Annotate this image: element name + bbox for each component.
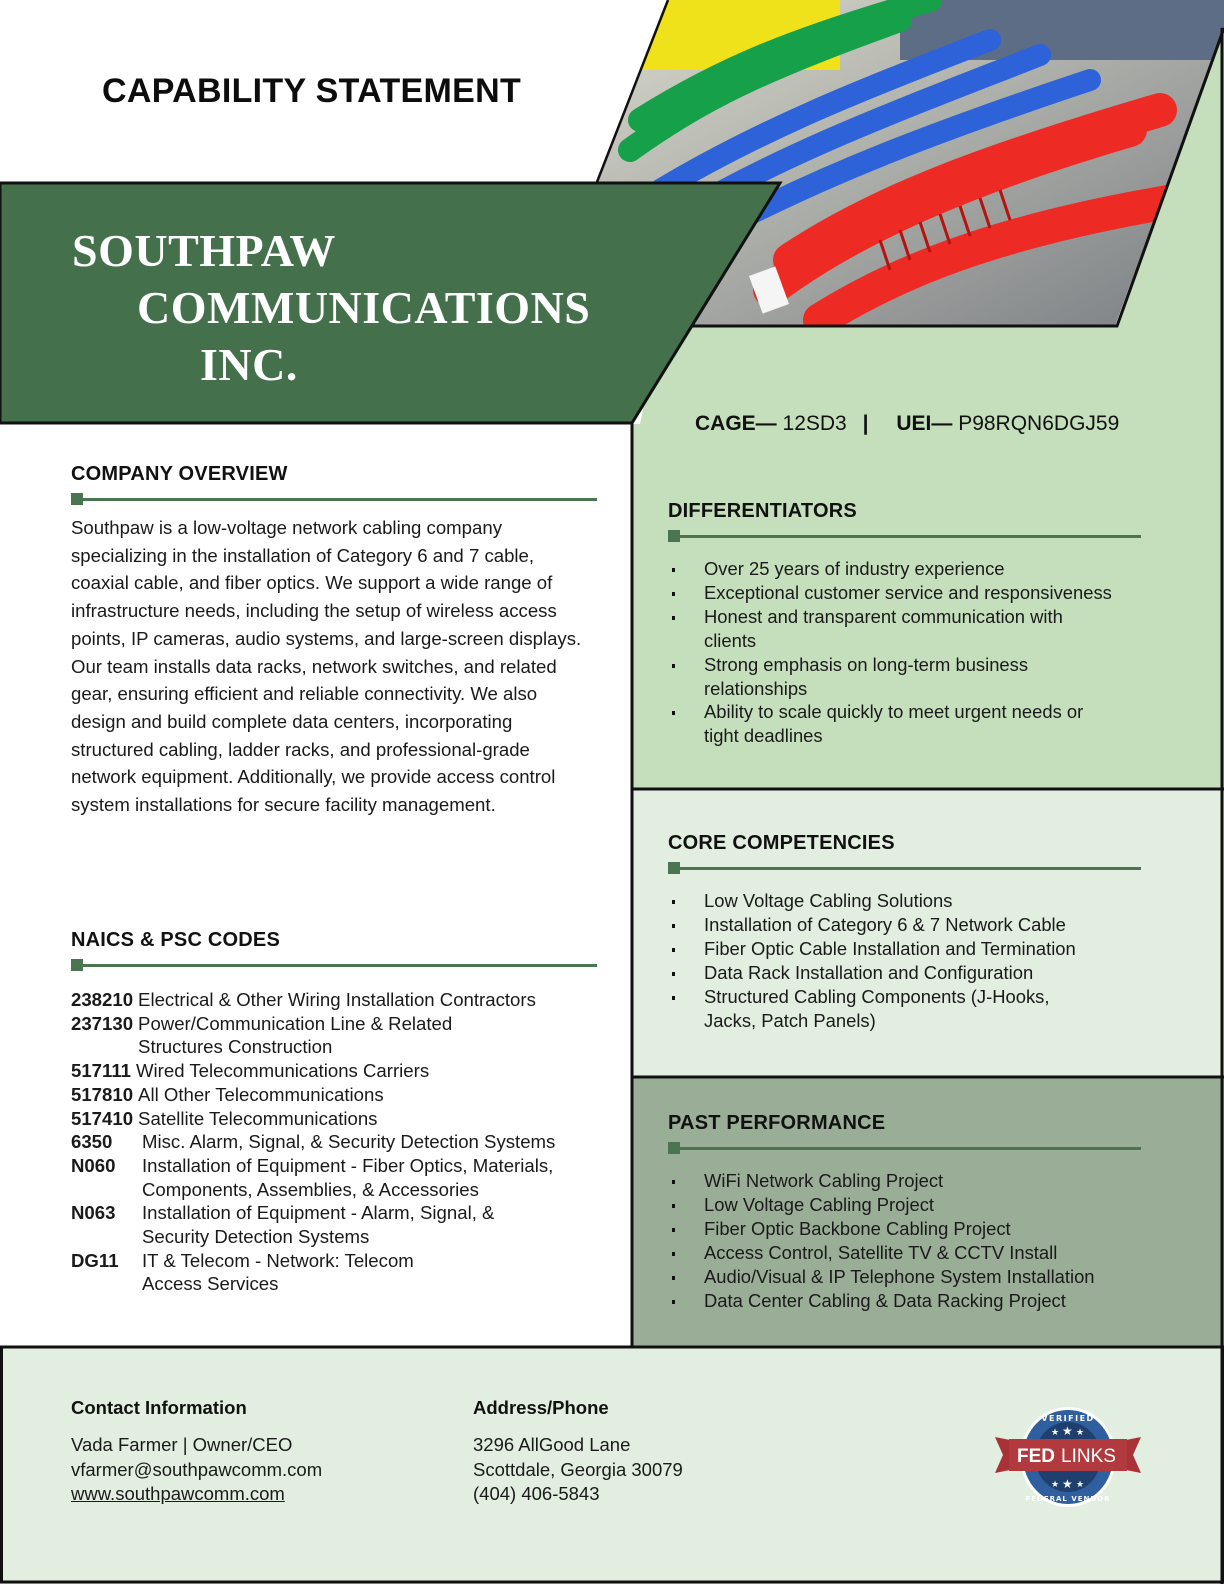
svg-text:LINKS: LINKS [1061, 1446, 1116, 1467]
svg-text:VERIFIED: VERIFIED [1041, 1414, 1095, 1423]
company-name-line2: COMMUNICATIONS [137, 282, 591, 333]
cage-label: CAGE— [695, 412, 777, 435]
code-row: 517410 Satellite Telecommunications [71, 1107, 378, 1129]
company-overview-section [71, 463, 597, 819]
past-performance-section [668, 1112, 1141, 1312]
address-phone-block [473, 1397, 683, 1507]
overview-paragraph-1: Southpaw is a low-voltage network cabling company specializing in the installation of Category 6 and 7 cable, coaxial cable, and fiber optics. We support a wide range of infrastructure needs, including the setup of wireless access points, IP cameras, audio systems, and large-screen displays. [71, 517, 582, 649]
svg-text:★: ★ [1062, 1477, 1073, 1491]
section-rule [668, 1135, 1141, 1157]
list-item: Fiber Optic Backbone Cabling Project [668, 1217, 1141, 1241]
section-rule [71, 952, 597, 974]
core-competencies-section [668, 832, 1141, 1032]
list-item: Honest and transparent communication with clients [668, 605, 1111, 653]
codes-list [71, 988, 597, 1296]
section-rule [71, 486, 597, 508]
fedlinks-verified-badge [995, 1405, 1141, 1509]
address-title: Address/Phone [473, 1397, 609, 1418]
list-item: WiFi Network Cabling Project [668, 1169, 1141, 1193]
list-item: Data Rack Installation and Configuration [668, 961, 1141, 985]
section-title: NAICS & PSC CODES [71, 929, 280, 951]
fedlinks-badge-icon [995, 1405, 1141, 1509]
svg-text:FEDERAL VENDOR: FEDERAL VENDOR [1025, 1495, 1111, 1503]
list-item: Exceptional customer service and responsiveness [668, 581, 1141, 605]
list-item: Over 25 years of industry experience [668, 557, 1111, 581]
section-rule [668, 523, 1141, 545]
contact-name: Vada Farmer | Owner/CEO [71, 1434, 293, 1455]
cage-value: 12SD3 [782, 412, 847, 435]
list-item: Access Control, Satellite TV & CCTV Install [668, 1241, 1141, 1265]
page-title: CAPABILITY STATEMENT [102, 72, 522, 110]
address-line-2: Scottdale, Georgia 30079 [473, 1458, 683, 1480]
code-row: 517810 All Other Telecommunications [71, 1083, 384, 1105]
section-title: PAST PERFORMANCE [668, 1112, 886, 1134]
naics-psc-section [71, 929, 597, 1296]
list-item: Data Center Cabling & Data Racking Project [668, 1289, 1141, 1313]
cage-uei-line [695, 412, 1119, 436]
list-item: Structured Cabling Components (J-Hooks, Jacks, Patch Panels) [668, 985, 1141, 1033]
contact-info-block [71, 1397, 322, 1507]
svg-text:★: ★ [1076, 1479, 1085, 1489]
code-row: 6350 Misc. Alarm, Signal, & Security Detection Systems [71, 1131, 556, 1153]
section-title: COMPANY OVERVIEW [71, 463, 288, 485]
list-item: Strong emphasis on long-term business relationships [668, 653, 1111, 701]
section-title: CORE COMPETENCIES [668, 832, 895, 854]
code-row: 517111 Wired Telecommunications Carriers [71, 1060, 430, 1082]
overview-paragraph-2: Our team installs data racks, network switches, and related gear, ensuring efficient and reliable connectivity. We also design and build complete data centers, incorporating structured cabling, ladder racks, and professional-grade network equipment. Additionally, we provide access control system installations for secure facility management. [71, 655, 557, 816]
list-item: Low Voltage Cabling Project [668, 1193, 1141, 1217]
address-line-1: 3296 AllGood Lane [473, 1434, 631, 1455]
svg-text:★: ★ [1076, 1427, 1085, 1437]
svg-text:★: ★ [1051, 1479, 1060, 1489]
code-row: N063 Installation of Equipment - Alarm, Signal, & Security Detection Systems [71, 1202, 495, 1248]
code-row: DG11 IT & Telecom - Network: Telecom Access Services [71, 1249, 414, 1295]
contact-title: Contact Information [71, 1397, 247, 1418]
code-row: 237130 Power/Communication Line & Related Structures Construction [71, 1012, 453, 1058]
section-rule [668, 855, 1141, 877]
svg-text:FED: FED [1017, 1446, 1055, 1467]
code-row: N060 Installation of Equipment - Fiber Optics, Materials, Components, Assemblies, & Accessories [71, 1154, 554, 1200]
list-item: Ability to scale quickly to meet urgent needs or tight deadlines [668, 700, 1111, 748]
differentiators-list [668, 557, 1141, 748]
contact-email[interactable]: vfarmer@southpawcomm.com [71, 1458, 323, 1480]
code-row: 238210 Electrical & Other Wiring Installation Contractors [71, 989, 536, 1010]
uei-label: UEI— [896, 412, 953, 435]
competencies-list [668, 889, 1141, 1032]
svg-text:★: ★ [1062, 1424, 1073, 1438]
svg-text:★: ★ [1051, 1427, 1060, 1437]
list-item: Fiber Optic Cable Installation and Termination [668, 937, 1141, 961]
website-link[interactable]: www.southpawcomm.com [71, 1483, 285, 1504]
list-item: Audio/Visual & IP Telephone System Installation [668, 1265, 1141, 1289]
id-separator: | [862, 412, 869, 435]
company-name-line3: INC. [200, 339, 298, 390]
past-performance-list [668, 1169, 1141, 1312]
list-item: Installation of Category 6 & 7 Network Cable [668, 913, 1141, 937]
section-title: DIFFERENTIATORS [668, 500, 857, 522]
phone-number: (404) 406-5843 [473, 1483, 600, 1504]
uei-value: P98RQN6DGJ59 [958, 412, 1120, 435]
list-item: Low Voltage Cabling Solutions [668, 889, 1141, 913]
company-name-line1: SOUTHPAW [72, 225, 336, 276]
differentiators-section [668, 500, 1141, 748]
